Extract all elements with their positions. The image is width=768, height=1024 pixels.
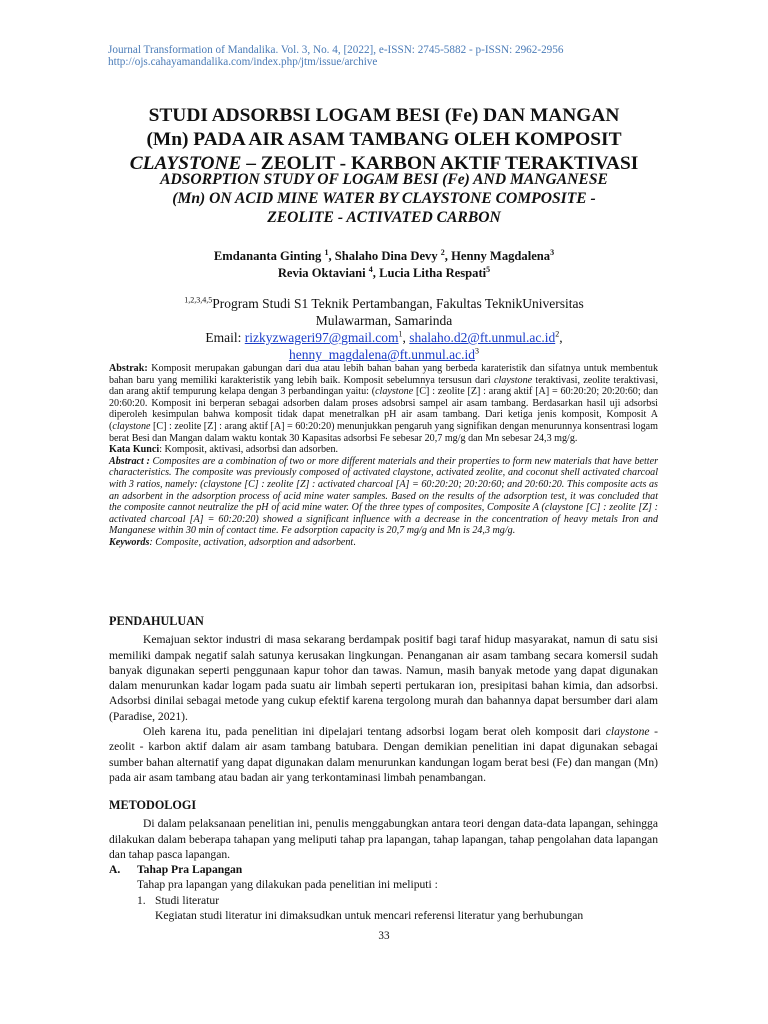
kata-kunci — [109, 444, 658, 456]
keywords-label: Keywords — [109, 536, 150, 548]
email-line-2 — [60, 346, 708, 363]
abstract-claystone-2: claystone — [375, 386, 414, 398]
authors-line-2 — [60, 265, 708, 282]
author-2: , Shalaho Dina Devy — [328, 249, 441, 263]
abstract-en-text: Composites are a combination of two or more different materials and their properties to form new materials that have better characteristics. The composite was previously composed of activated claystone, activated zeolite, and coconut shell activated charcoal with 3 ratios, namely: (claystone [C] : zeolite [Z] : activated charcoal [A] = 60:20:20; 20:20:60; and 20:60:20. This composite acts as an adsorbent in the adsorption process of acid mine water samples. Based on the results of the adsorption test, it was concluded that the composite cannot neutralize the pH of acid mine water. Of the three types of composites, Composite A (claystone [C] : zeolite [Z] : activated charcoal [A] = 60:20:20) showed a significant influence with a decrease in the concentration of heavy metals Iron and Manganese within 30 min of contact time. Fe adsorption capacity is 20,7 mg/g and Mn is 24,3 mg/g. — [109, 455, 659, 537]
email-comma: , — [559, 330, 563, 345]
title-claystone: CLAYSTONE — [129, 153, 242, 174]
section-metodologi — [109, 798, 658, 923]
author-1: Emdananta Ginting — [213, 249, 325, 263]
title-en-line-3: ZEOLITE - ACTIVATED CARBON — [267, 209, 501, 226]
affiliation — [60, 295, 708, 363]
author-2-sup: 2 — [440, 247, 445, 257]
affiliation-line-2: Mulawarman, Samarinda — [315, 313, 453, 328]
title-en-line-2: (Mn) ON ACID MINE WATER BY CLAYSTONE COMPOSITE - — [172, 190, 596, 207]
abstract-claystone-3: claystone — [112, 420, 151, 432]
paper-title-english — [60, 170, 708, 227]
abstract-label: Abstrak: — [109, 363, 148, 374]
p2-claystone: claystone — [605, 725, 650, 739]
kata-kunci-text: : Komposit, aktivasi, adsorbsi dan adsorben. — [159, 444, 339, 456]
author-5: , Lucia Litha Respati — [372, 266, 487, 280]
pendahuluan-paragraph-2 — [109, 724, 658, 785]
subsection-a-title: Tahap Pra Lapangan — [137, 863, 243, 877]
p2-text-a: Oleh karena itu, pada penelitian ini dipelajari tentang adsorbsi logam berat oleh komposit dari — [143, 725, 606, 739]
abstract-en-label: Abstract : — [109, 455, 150, 467]
abstract-text-a: Komposit merupakan gabungan dari dua atau lebih bahan bahan yang berbeda karateristik dan sifatnya untuk membentuk bahan baru yang memiliki karakteristik yang lebih baik. Komposit sebelumnya tersusun dari — [109, 363, 658, 386]
keywords-text: : Composite, activation, adsorption and adsorbent — [149, 536, 354, 548]
journal-header — [108, 44, 668, 68]
author-3: , Henny Magdalena — [444, 249, 551, 263]
section-pendahuluan — [109, 614, 658, 785]
title-line-2: (Mn) PADA AIR ASAM TAMBANG OLEH KOMPOSIT — [146, 129, 622, 150]
list-item-1 — [109, 893, 658, 908]
title-line-1: STUDI ADSORBSI LOGAM BESI (Fe) DAN MANGAN — [148, 105, 620, 126]
list-item-1-text: Kegiatan studi literatur ini dimaksudkan untuk mencari referensi literatur yang berhubungan — [155, 909, 584, 923]
list-item-1-title: Studi literatur — [155, 893, 220, 907]
email-label: Email: — [205, 330, 245, 345]
author-3-sup: 3 — [550, 247, 555, 257]
p2-text-b: - zeolit - karbon aktif dalam air asam tambang batubara. Dengan demikian penelitian ini dapat digunakan sebagai sumber bahan alternatif yang dapat digunakan dalam menurunkan kandungan logam berat besi (Fe) dan mangan (Mn) pada air asam tambang atau badan air yang terkontaminasi limbah penambangan. — [109, 725, 658, 784]
abstract-text-d: [C] : zeolite [Z] : arang aktif [A] = 60:20:20) menunjukkan pengaruh yang signifikan dengan menurunnya konsentrasi logam berat Besi dan Mangan dalam waktu kontak 30 Kapasitas adsorbsi Fe sebesar 20,7 mg/g dan Mn sebesar 24,3 mg/g. — [109, 420, 658, 444]
email-line — [60, 329, 708, 346]
kata-kunci-label: Kata Kunci — [109, 444, 160, 456]
title-en-line-1: ADSORPTION STUDY OF LOGAM BESI (Fe) AND MANGANESE — [160, 171, 608, 188]
email-link-1[interactable]: rizkyzwageri97@gmail.com — [244, 330, 399, 345]
email-2-sup: 2 — [555, 329, 560, 339]
heading-pendahuluan: PENDAHULUAN — [109, 614, 204, 628]
email-link-3[interactable]: henny_magdalena@ft.unmul.ac.id — [288, 347, 475, 362]
keywords — [109, 537, 658, 549]
abstract-block — [109, 363, 658, 549]
subsection-a-text: Tahap pra lapangan yang dilakukan pada penelitian ini meliputi : — [137, 878, 438, 892]
title-line-3-rest: – ZEOLIT - KARBON AKTIF TERAKTIVASI — [241, 153, 639, 174]
list-item-1-marker: 1. — [137, 893, 146, 907]
paper-title — [60, 104, 708, 176]
author-4-sup: 4 — [368, 264, 373, 274]
email-separator: , — [402, 330, 410, 345]
author-list — [60, 248, 708, 282]
affiliation-sup: 1,2,3,4,5 — [184, 295, 213, 305]
email-1-sup: 1 — [398, 329, 403, 339]
author-4: Revia Oktaviani — [277, 266, 369, 280]
abstract-claystone-1: claystone — [494, 374, 533, 386]
affiliation-text-1: Program Studi S1 Teknik Pertambangan, Fakultas TeknikUniversitas — [212, 296, 584, 311]
journal-info-line: Journal Transformation of Mandalika. Vol. 3, No. 4, [2022], e-ISSN: 2745-5882 - p-ISSN: 2962-2956 — [108, 44, 564, 56]
heading-metodologi: METODOLOGI — [109, 798, 197, 812]
abstract-id — [109, 363, 658, 444]
email-link-2[interactable]: shalaho.d2@ft.unmul.ac.id — [409, 330, 556, 345]
pendahuluan-paragraph-1: Kemajuan sektor industri di masa sekarang berdampak positif bagi taraf hidup masyarakat, namun di satu sisi memiliki dampak negatif salah satunya kerusakan lingkungan. Penanganan air asam tambang secara komersil sudah banyak digunakan seperti penggunaan kapur tohor dan tawas. Namun, masih banyak metode yang dapat digunakan dalam menurunkan kadar logam pada suatu air limbah seperti pertukaran ion, presipitasi bahan kimia, dan adsorbsi. Adsorbsi dinilai sebagai metode yang cukup efektif karena tergolong murah dan bahannya dapat bersumber dari alam (Paradise, 2021). — [109, 633, 658, 723]
abstract-en — [109, 456, 658, 537]
author-5-sup: 5 — [486, 264, 491, 274]
abstract-text-b: teraktivasi, zeolite teraktivasi, dan arang aktif tempurung kelapa dengan 3 perbandingan yaitu: ( — [109, 374, 658, 398]
subsection-a — [109, 862, 658, 877]
subsection-a-marker: A. — [109, 863, 121, 877]
keywords-end: . — [353, 536, 356, 548]
journal-url-link[interactable]: http://ojs.cahayamandalika.com/index.php/jtm/issue/archive — [108, 56, 378, 68]
author-1-sup: 1 — [324, 247, 329, 257]
abstract-text-c: [C] : zeolite [Z] : arang aktif [A] = 60:20:20; 20:20:60; dan 20:60:20. Komposit ini berperan sebagai adsorben dalam proses adsobrsi sampel air asam tambang. Berdasarkan hasil uji adsorbsi diperoleh kesimpulan bahwa komposit tidak dapat menetralkan pH air asam tambang. Dari ketiga jenis komposit, Komposit A ( — [109, 386, 658, 432]
email-3-sup: 3 — [475, 346, 479, 356]
affiliation-line-1 — [60, 295, 708, 312]
authors-line-1 — [60, 248, 708, 265]
metodologi-paragraph-1: Di dalam pelaksanaan penelitian ini, penulis menggabungkan antara teori dengan data-data lapangan, sehingga dilakukan dalam beberapa tahapan yang meliputi tahap pra lapangan, tahap lapangan, tahap pengolahan data lapangan dan tahap pasca lapangan. — [109, 817, 658, 861]
page-number: 33 — [378, 930, 390, 942]
